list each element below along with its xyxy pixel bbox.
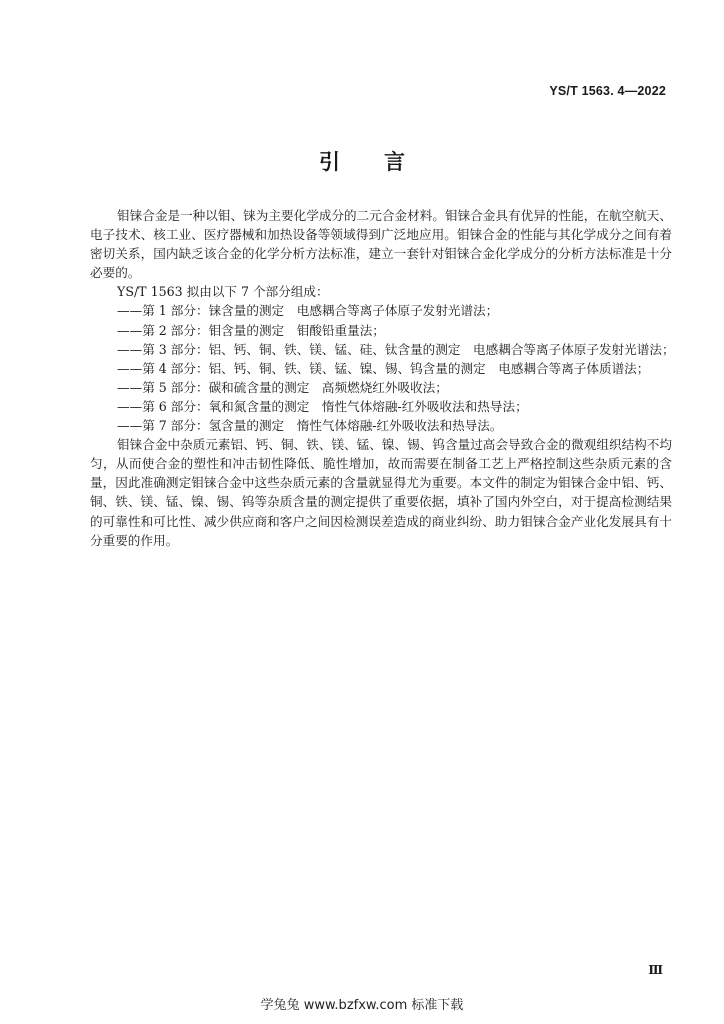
purpose-paragraph: 钼铼合金中杂质元素铝、钙、铜、铁、镁、锰、镍、锡、钨含量过高会导致合金的微观组织结构不均匀，从而使合金的塑性和冲击韧性降低、脆性增加，故而需要在制备工艺上严格控制这些杂质元素的含量，因此准确测定钼铼合金中这些杂质元素的含量就显得尤为重要。本文件的制定为钼铼合金中铝、钙、铜、铁、镁、锰、镍、锡、钨等杂质含量的测定提供了重要依据，填补了国内外空白，对于提高检测结果的可靠性和可比性、减少供应商和客户之间因检测误差造成的商业纠纷、助力钼铼合金产业化发展具有十分重要的作用。 bbox=[90, 437, 672, 548]
standard-number: YS/T 1563. 4—2022 bbox=[549, 84, 666, 98]
part-list-item: ——第 6 部分：氧和氮含量的测定 惰性气体熔融-红外吸收法和热导法； bbox=[117, 398, 528, 414]
watermark-text: 学兔兔 www.bzfxw.com 标准下载 bbox=[260, 998, 464, 1013]
document-body bbox=[90, 206, 675, 550]
part-list-item: ——第 7 部分：氢含量的测定 惰性气体熔融-红外吸收法和热导法。 bbox=[117, 418, 503, 434]
part-list-item: ——第 1 部分：铼含量的测定 电感耦合等离子体原子发射光谱法； bbox=[117, 303, 499, 319]
part-list-item: ——第 3 部分：铝、钙、铜、铁、镁、锰、硅、钛含量的测定 电感耦合等离子体原子发射光谱法； bbox=[117, 341, 675, 357]
page-title: 引言 bbox=[319, 150, 449, 174]
part-list-item: ——第 2 部分：钼含量的测定 钼酸铅重量法； bbox=[117, 322, 385, 338]
intro-paragraph: 钼铼合金是一种以钼、铼为主要化学成分的二元合金材料。钼铼合金具有优异的性能，在航空航天、电子技术、核工业、医疗器械和加热设备等领域得到广泛地应用。钼铼合金的性能与其化学成分之间有着密切关系，国内缺乏该合金的化学分析方法标准，建立一套针对钼铼合金化学成分的分析方法标准是十分必要的。 bbox=[90, 208, 672, 281]
parts-intro: YS/T 1563 拟由以下 7 个部分组成： bbox=[117, 284, 329, 300]
part-list-item: ——第 4 部分：铝、钙、铜、铁、镁、锰、镍、锡、钨含量的测定 电感耦合等离子体质谱法； bbox=[117, 360, 650, 376]
page-number: Ⅲ bbox=[648, 963, 662, 977]
part-list-item: ——第 5 部分：碳和硫含量的测定 高频燃烧红外吸收法； bbox=[117, 379, 448, 395]
